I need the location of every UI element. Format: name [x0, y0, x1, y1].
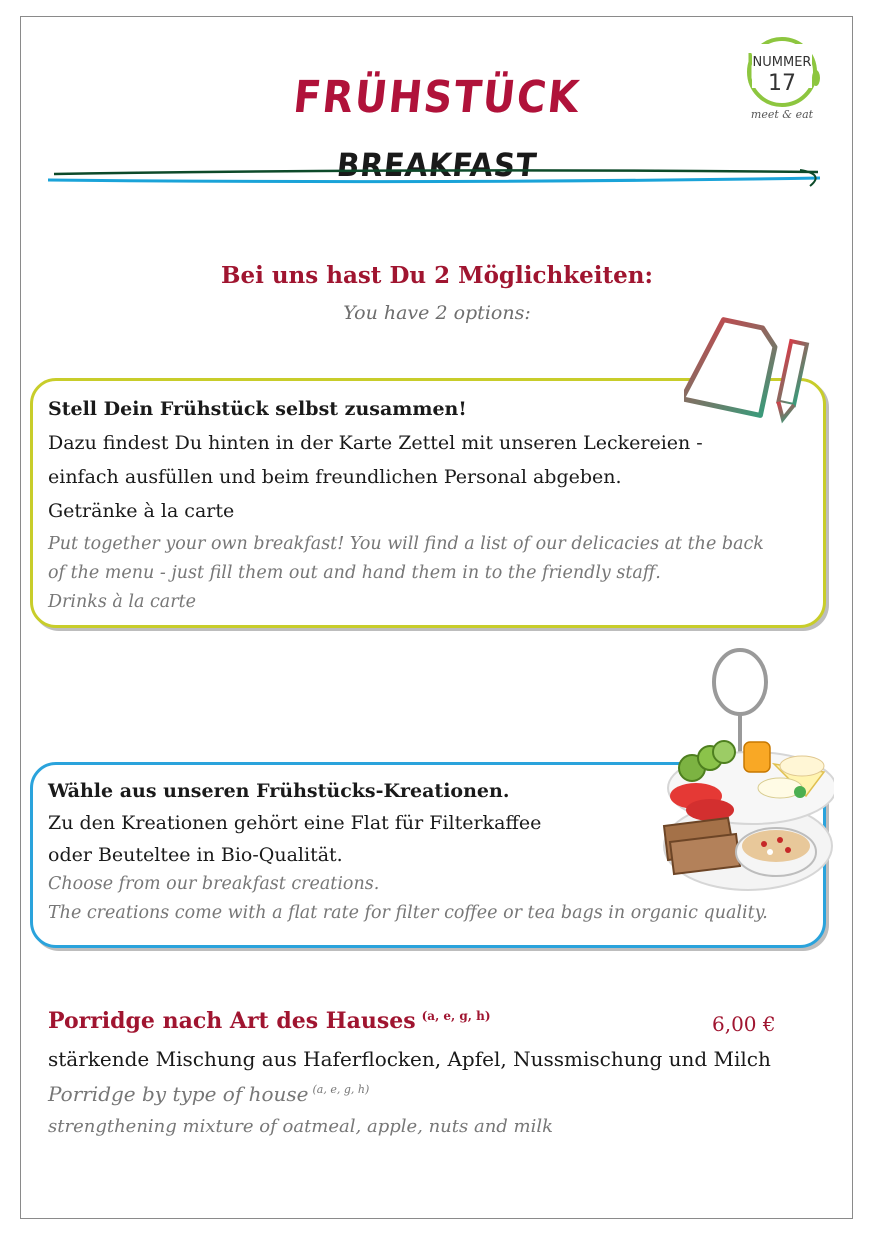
dish-allergens-en: (a, e, g, h) — [312, 1083, 370, 1096]
logo-top-text: NUMMER — [752, 55, 812, 70]
dish-name-text: Porridge nach Art des Hauses — [48, 1008, 416, 1034]
dish-description-en: strengthening mixture of oatmeal, apple, nuts and milk — [48, 1116, 554, 1137]
header-swoosh — [40, 160, 830, 200]
option-two-line: Zu den Kreationen gehört eine Flat für Filterkaffee — [48, 812, 542, 834]
option-one-line: einfach ausfüllen und beim freundlichen Personal abgeben. — [48, 466, 622, 488]
logo-tagline: meet & eat — [750, 108, 814, 121]
dish-name-en — [48, 1082, 369, 1106]
logo-number: 17 — [768, 71, 796, 96]
option-one-en: Drinks à la carte — [48, 592, 196, 612]
option-two-line: oder Beuteltee in Bio-Qualität. — [48, 844, 343, 866]
options-heading-en: You have 2 options: — [343, 302, 531, 324]
page-title: FRÜHSTÜCK — [291, 72, 583, 123]
dish-allergens: (a, e, g, h) — [421, 1009, 491, 1023]
dish-description: stärkende Mischung aus Haferflocken, Apfel, Nussmischung und Milch — [48, 1047, 771, 1071]
option-one-title: Stell Dein Frühstück selbst zusammen! — [48, 398, 467, 420]
option-one-en: of the menu - just fill them out and hand them in to the friendly staff. — [48, 563, 661, 583]
options-heading: Bei uns hast Du 2 Möglichkeiten: — [221, 262, 653, 289]
option-one-line: Dazu findest Du hinten in der Karte Zettel mit unseren Leckereien - — [48, 432, 703, 454]
restaurant-logo — [732, 28, 832, 128]
dish-name — [48, 1008, 491, 1034]
etagere-breakfast-image — [656, 646, 834, 900]
option-one-line: Getränke à la carte — [48, 500, 235, 522]
option-two-en: Choose from our breakfast creations. — [48, 874, 380, 894]
option-two-title: Wähle aus unseren Frühstücks-Kreationen. — [48, 780, 510, 802]
dish-price: 6,00 € — [712, 1012, 776, 1036]
paper-and-pen-icon — [684, 316, 814, 426]
option-two-en: The creations come with a flat rate for filter coffee or tea bags in organic quality. — [48, 903, 768, 923]
page-subtitle: BREAKFAST — [335, 146, 539, 184]
dish-name-en-text: Porridge by type of house — [48, 1082, 309, 1106]
option-one-en: Put together your own breakfast! You will find a list of our delicacies at the back — [48, 534, 764, 554]
